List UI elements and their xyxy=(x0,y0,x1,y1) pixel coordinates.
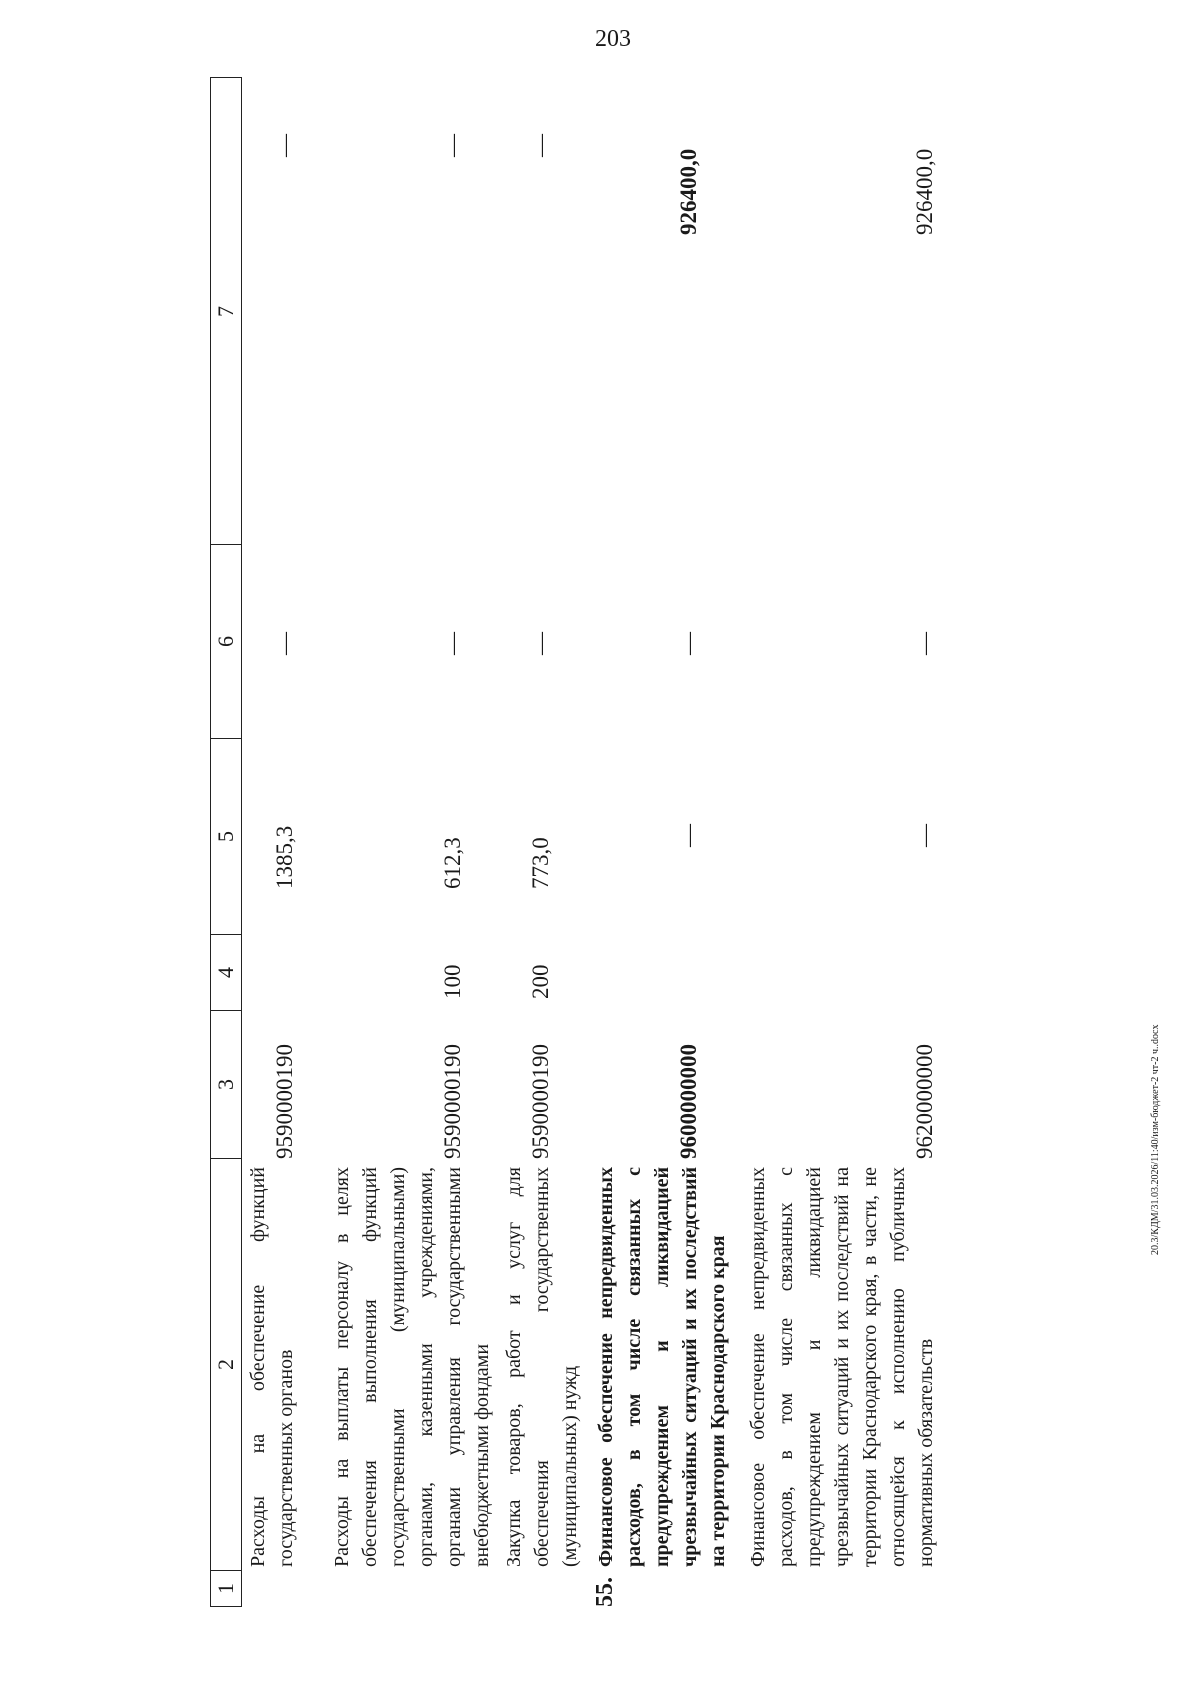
row-expense-type: 100 xyxy=(440,964,465,999)
row-amount-col5: — xyxy=(912,824,937,847)
row-amount-col6: — xyxy=(272,632,297,655)
header-col-4: 4 xyxy=(211,934,241,1010)
header-col-3: 3 xyxy=(211,1010,241,1158)
row-amount-col5: 1385,3 xyxy=(272,825,297,889)
page-number: 203 xyxy=(595,26,631,52)
row-amount-col7: — xyxy=(528,134,553,157)
row-amount-col7: — xyxy=(440,134,465,157)
row-amount-col6: — xyxy=(676,632,701,655)
row-target-code: 9620000000 xyxy=(912,1044,937,1159)
row-amount-col7: 926400,0 xyxy=(676,148,701,235)
footer-filename: 20.3/КДМ/31.03.2026/11:40/изм-бюджет-2 чт-2 ч..docx xyxy=(1150,1024,1161,1255)
row-number: 55. xyxy=(592,1577,618,1607)
row-amount-col5: 612,3 xyxy=(440,837,465,889)
table-row xyxy=(328,77,493,1607)
header-col-1: 1 xyxy=(211,1570,241,1606)
row-amount-col5: 773,0 xyxy=(528,837,553,889)
table-row xyxy=(244,77,324,1607)
table-row xyxy=(500,77,580,1607)
row-amount-col6: — xyxy=(528,632,553,655)
row-target-code: 9590000190 xyxy=(440,1044,465,1159)
row-target-code: 9600000000 xyxy=(676,1044,701,1159)
row-amount-col7: — xyxy=(272,134,297,157)
row-description: Закупка товаров, работ и услуг для обеспечения государственных (муниципальных) нужд xyxy=(503,1167,581,1567)
header-col-2: 2 xyxy=(211,1158,241,1570)
row-amount-col6: — xyxy=(440,632,465,655)
table-row xyxy=(592,77,732,1607)
header-col-7: 7 xyxy=(213,306,238,317)
row-target-code: 9590000190 xyxy=(272,1044,297,1159)
row-description: Финансовое обеспечение непредвиденных расходов, в том числе связанных с предупреждением и ликвидацией чрезвычайных ситуаций и их последствий на территории Краснодарского края, в части, не относящейся к исполнению публичных нормативных обязательств xyxy=(747,1167,937,1567)
row-amount-col7: 926400,0 xyxy=(912,148,937,235)
row-expense-type: 200 xyxy=(528,964,553,999)
row-description: Расходы на обеспечение функций государственных органов xyxy=(247,1167,297,1567)
budget-table xyxy=(210,77,970,1607)
table-header-row xyxy=(210,77,242,1607)
row-description: Расходы на выплаты персоналу в целях обеспечения выполнения функций государственными (муниципальными) органами, казенными учреждениями, органами управления государственными внебюджетными фондами xyxy=(331,1167,493,1567)
header-col-6: 6 xyxy=(211,544,241,738)
row-description: Финансовое обеспечение непредвиденных расходов, в том числе связанных с предупреждением и ликвидацией чрезвычайных ситуаций и их последствий на территории Краснодарского края xyxy=(595,1167,729,1567)
row-target-code: 9590000190 xyxy=(528,1044,553,1159)
table-row xyxy=(744,77,944,1607)
row-amount-col6: — xyxy=(912,632,937,655)
header-col-5: 5 xyxy=(211,738,241,934)
row-amount-col5: — xyxy=(676,824,701,847)
